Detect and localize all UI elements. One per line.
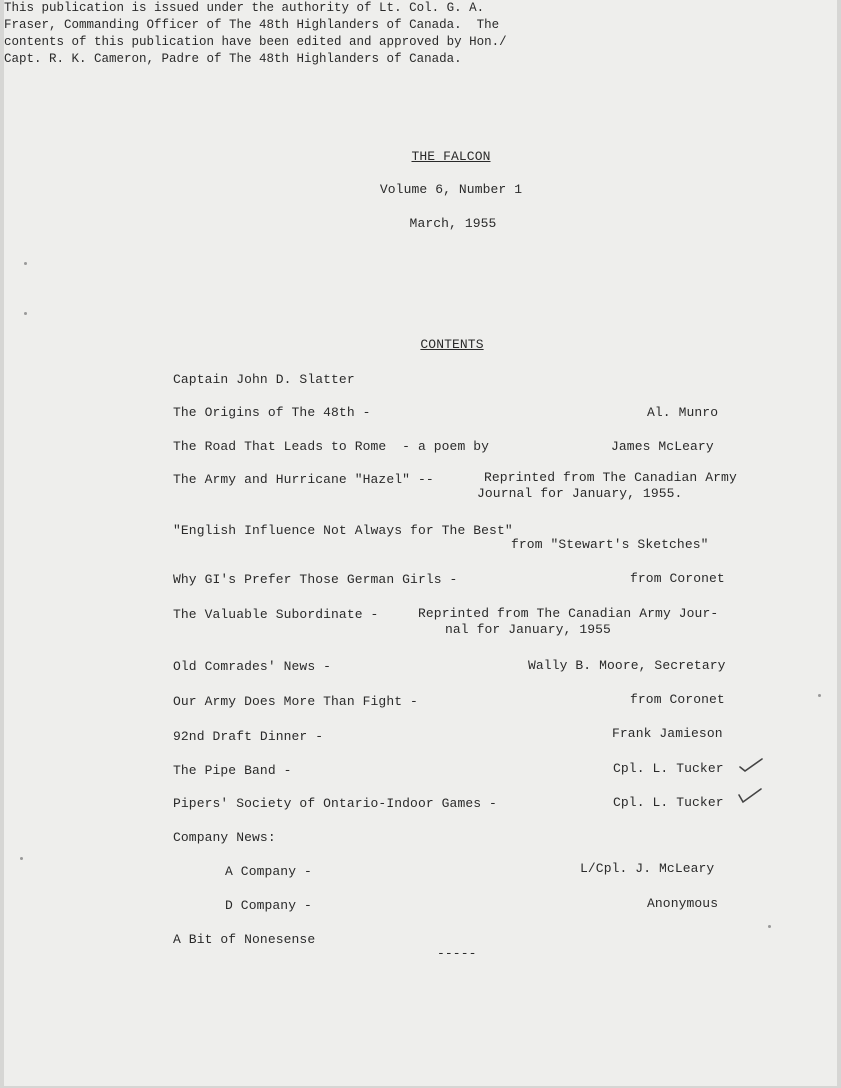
contents-entry-author: Cpl. L. Tucker xyxy=(613,795,724,810)
contents-entry-title: The Road That Leads to Rome - a poem by xyxy=(173,439,490,454)
contents-entry-title: Pipers' Society of Ontario-Indoor Games - xyxy=(173,796,497,811)
contents-entry-title: Our Army Does More Than Fight - xyxy=(173,694,418,709)
contents-entry-author: L/Cpl. J. McLeary xyxy=(580,861,715,876)
contents-entry-title: The Valuable Subordinate - xyxy=(173,607,379,622)
contents-entry-title: Why GI's Prefer Those German Girls - xyxy=(173,572,458,587)
intro-line: Capt. R. K. Cameron, Padre of The 48th Highlanders of Canada. xyxy=(4,52,462,66)
paper-speck xyxy=(20,857,23,860)
contents-entry-author: from "Stewart's Sketches" xyxy=(511,537,709,552)
contents-entry-author: Anonymous xyxy=(647,896,719,911)
contents-entry-title: A Bit of Nonesense xyxy=(173,932,316,947)
contents-entry-author: Reprinted from The Canadian Army xyxy=(484,470,737,485)
contents-entry-title: "English Influence Not Always for The Best" xyxy=(173,523,513,538)
issue-date: March, 1955 xyxy=(409,216,497,231)
contents-entry-title: The Army and Hurricane "Hazel" -- xyxy=(173,472,434,487)
publication-title: THE FALCON xyxy=(411,149,491,164)
contents-entry-title: The Origins of The 48th - xyxy=(173,405,371,420)
paper-speck xyxy=(24,312,27,315)
intro-line: contents of this publication have been edited and approved by Hon./ xyxy=(4,35,507,49)
volume-number: Volume 6, Number 1 xyxy=(379,182,523,197)
contents-entry-author: from Coronet xyxy=(630,571,725,586)
contents-entry-author: James McLeary xyxy=(611,439,714,454)
contents-entry-author: Al. Munro xyxy=(647,405,719,420)
intro-paragraph xyxy=(4,0,837,68)
contents-entry-title: 92nd Draft Dinner - xyxy=(173,729,324,744)
check-mark-icon xyxy=(737,786,763,806)
contents-entry-title: A Company - xyxy=(225,864,312,879)
contents-entry-author: Cpl. L. Tucker xyxy=(613,761,724,776)
document-page xyxy=(4,0,837,1086)
contents-entry-author-cont: Journal for January, 1955. xyxy=(477,486,683,501)
contents-heading: CONTENTS xyxy=(420,337,484,352)
paper-speck xyxy=(818,694,821,697)
contents-entry-author: Reprinted from The Canadian Army Jour- xyxy=(418,606,719,621)
contents-entry-title: Captain John D. Slatter xyxy=(173,372,355,387)
contents-entry-author: Frank Jamieson xyxy=(612,726,723,741)
contents-entry-author-cont: nal for January, 1955 xyxy=(445,622,611,637)
contents-entry-author: Wally B. Moore, Secretary xyxy=(528,658,726,673)
contents-entry-author: from Coronet xyxy=(630,692,725,707)
intro-line: Fraser, Commanding Officer of The 48th Highlanders of Canada. The xyxy=(4,18,500,32)
intro-line: This publication is issued under the authority of Lt. Col. G. A. xyxy=(4,1,485,15)
paper-speck xyxy=(768,925,771,928)
contents-entry-title: D Company - xyxy=(225,898,312,913)
check-mark-icon xyxy=(738,756,764,774)
contents-entry-title: Old Comrades' News - xyxy=(173,659,332,674)
contents-entry-title: The Pipe Band - xyxy=(173,763,292,778)
paper-speck xyxy=(24,262,27,265)
contents-entry-title: Company News: xyxy=(173,830,276,845)
end-rule: ----- xyxy=(437,946,477,961)
